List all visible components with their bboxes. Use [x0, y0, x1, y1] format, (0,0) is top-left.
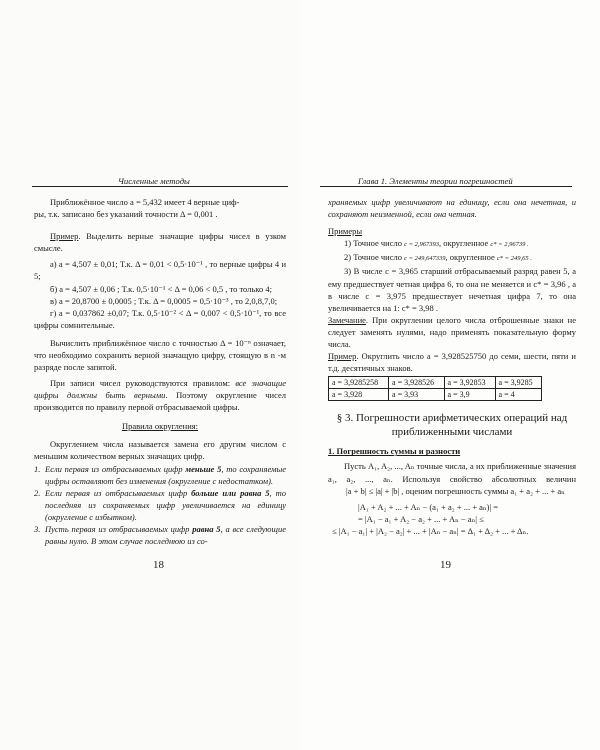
text-run: Если первая из отбрасываемых цифр [45, 487, 192, 498]
section-heading: § 3. Погрешности арифметических операций над приближенными числами [336, 412, 568, 439]
right-body [328, 196, 576, 537]
paragraph: Приближённое число a = 5,432 имеет 4 верные циф- [50, 197, 240, 207]
running-header: Численные методы [118, 176, 190, 186]
example-item: г) a = 0,037862 ±0,07; Т.к. 0,5·10⁻² < Δ = 0,007 < 0,5·10⁻¹, то все цифры сомнительные. [34, 307, 286, 330]
table-row [329, 389, 542, 401]
header-rule [320, 186, 572, 187]
header-rule [32, 186, 288, 187]
text-run: Если первая из отбрасываемых цифр [45, 463, 186, 474]
subsection-heading: 1. Погрешность суммы и разности [328, 446, 461, 457]
example-item: 3) В числе c = 3,965 старший отбрасываемый разряд равен 5, а ему предшествует четная цифра 6, то она не меняется и c* = 3,96 , а в числе c = 3,975 предшествует нечетная цифра 7, то она увеличивается на 1: c* = 3,98 . [328, 266, 576, 313]
example-label: Пример [50, 231, 79, 242]
text-run: . Поэтому округление чисел производится по правилу первой отбрасываемой цифры. [34, 390, 286, 413]
rounding-table [328, 376, 542, 401]
page-number: 18 [153, 559, 164, 571]
example-item: в) a = 20,8700 ± 0,0005 ; Т.к. Δ = 0,0005 = 0,5·10⁻³ , то 2,0,8,7,0; [50, 295, 278, 306]
example-text: . Округлить число a = 3,928525750 до семи, шести, пяти и т.д. десятичных знаков. [328, 351, 576, 374]
text-run: При записи чисел руководствуются правилом: [50, 378, 236, 389]
example-item: а) a = 4,507 ± 0,01; Т.к. Δ = 0,01 < 0,5·10⁻¹ , то верные цифры 4 и 5; [34, 259, 286, 282]
rule-number: 2. [34, 487, 41, 498]
rule-item [34, 463, 286, 487]
table-cell: a = 3,9285 [495, 377, 541, 389]
table-cell: a = 3,928 [329, 389, 389, 401]
paragraph: Вычислить приближённое число с точностью Δ = 10⁻ⁿ означает, что необходимо сохранить верной значащую цифру, стоящую в n -м разряде после запятой. [34, 337, 286, 373]
examples-label: Примеры [328, 226, 363, 237]
text-run: 2) Точное число [344, 252, 405, 263]
text-run: все значащие цифры должны быть верными [34, 378, 286, 401]
equation-line: |A₁ + A₂ + ... + Aₙ − (a₁ + a₂ + ... + aₙ)| = [358, 501, 499, 512]
example-label: Пример [328, 351, 357, 362]
paragraph [328, 460, 576, 496]
table-cell: a = 3,928526 [389, 377, 445, 389]
note [328, 314, 576, 350]
rules-title: Правила округления: [121, 420, 199, 431]
text-run: , а все следующие равны нулю. В этом случае последнюю из со- [45, 524, 286, 547]
page-number: 19 [440, 559, 451, 571]
table-cell: a = 3,93 [389, 389, 445, 401]
table-row [329, 377, 542, 389]
paragraph: ры, т.к. записано без указаний точности Δ = 0,001 . [34, 209, 218, 220]
text-run: , округленное [438, 238, 491, 249]
text-run: Пусть A₁, A₂, ..., Aₙ точные числа, а их приближенные значения a₁, a₂, ..., aₙ. Используя свойство абсолютных величин [328, 461, 576, 484]
paragraph: Округлением числа называется замена его другим числом с меньшим количеством верных значащих цифр. [34, 438, 286, 461]
text-run: больше или равна 5 [191, 487, 270, 498]
table-cell: a = 3,92853 [444, 377, 495, 389]
example-heading [328, 350, 576, 374]
equation-line: ≤ |A₁ − a₁| + |A₂ − a₂| + ... + |Aₙ − aₙ| = Δ₁ + Δ₂ + ... + Δₙ. [332, 525, 529, 536]
example-item: б) a = 4,507 ± 0,06 ; Т.к. 0,5·10⁻¹ < Δ = 0,06 < 0,5 , то только 4; [50, 283, 272, 294]
text-run: c* = 249,65 . [496, 255, 532, 263]
rule-number: 1. [34, 463, 41, 474]
text-run: c* = 2,96739 . [490, 241, 529, 249]
text-run: 1) Точное число [344, 238, 405, 249]
table-cell: a = 3,9 [444, 389, 495, 401]
left-body [34, 196, 286, 547]
right-page [300, 0, 600, 750]
note-label: Замечание [328, 314, 366, 325]
rule-item [34, 523, 286, 547]
text-run: , то последняя из сохраняемых цифр увеличивается на единицу (округление с избытком). [45, 487, 286, 523]
table-cell: a = 3,9285258 [329, 377, 389, 389]
text-run: c = 2,967393 [404, 241, 439, 249]
table-cell: a = 4 [495, 389, 541, 401]
example-heading [34, 230, 286, 254]
equation-line: = |A₁ − a₁ + A₂ − a₂ + ... + Aₙ − aₙ| ≤ [358, 513, 484, 524]
text-run: , округленное [445, 252, 497, 263]
rule-item [34, 487, 286, 523]
paragraph: храняемых цифр увеличивают на единицу, если она нечетная, и сохраняют неизменной, если она четная. [328, 197, 576, 220]
text-run: , оценим погрешность суммы a₁ + a₂ + ... + aₙ [401, 485, 565, 496]
text-run: равна 5 [192, 524, 221, 535]
text-run: c = 249,647339 [404, 255, 446, 263]
text-run: Пусть первая из отбрасываемых цифр [45, 524, 193, 535]
rule-number: 3. [34, 524, 41, 535]
example-item [328, 237, 576, 251]
text-run: , то сохраняемые цифры оставляют без изменения (округление с недостатком). [45, 463, 286, 486]
running-header: Глава 1. Элементы теории погрешностей [358, 176, 513, 186]
example-text: . Выделить верные значащие цифры чисел в узком смысле. [34, 231, 286, 254]
note-text: . При округлении целого числа отброшенные знаки не следует заменять нулями, надо применять показательную форму числа. [328, 314, 576, 350]
paragraph [34, 377, 286, 413]
inequality: |a + b| ≤ |a| + |b| [346, 485, 400, 496]
example-item [328, 251, 576, 265]
text-run: меньше 5 [185, 463, 222, 474]
